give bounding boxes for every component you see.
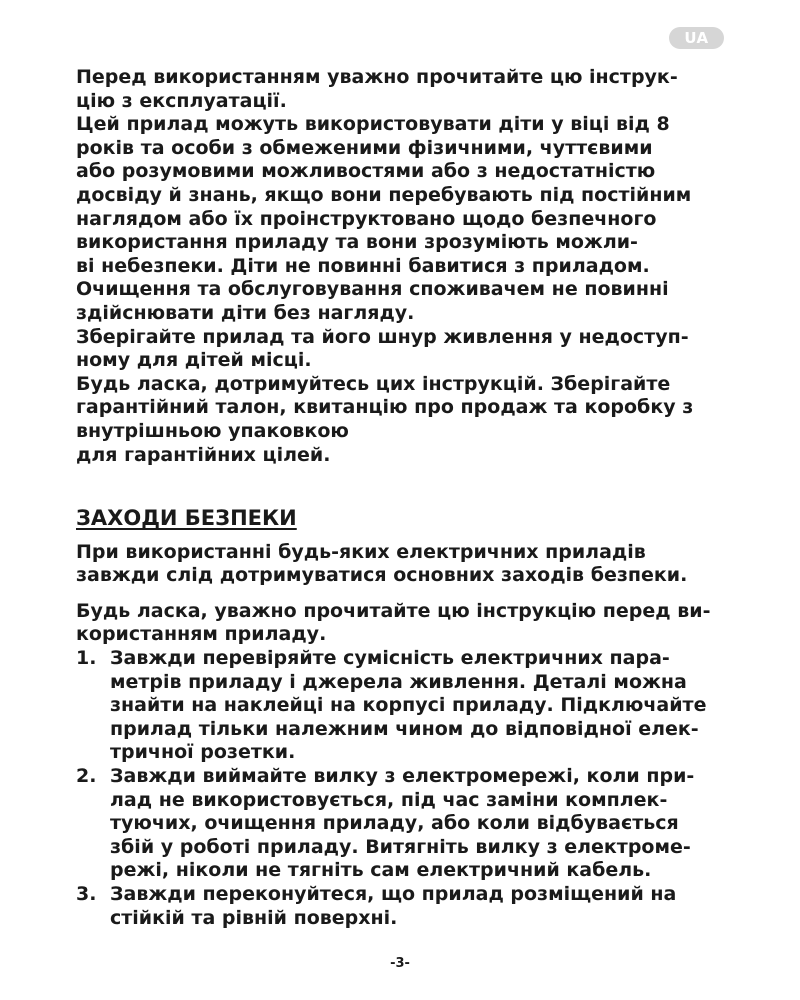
list-item-line: лад не використовується, під час заміни комплек-	[110, 788, 668, 811]
paragraph-line: Будь ласка, уважно прочитайте цю інструкцію перед ви-	[76, 599, 711, 622]
intro-line: здійснювати діти без нагляду.	[76, 301, 415, 324]
read-instructions-paragraph	[76, 600, 736, 647]
list-item-line: туючих, очищення приладу, або коли відбувається	[110, 812, 679, 835]
intro-line: Цей прилад можуть використовувати діти у віці від 8	[76, 113, 670, 136]
list-item	[76, 883, 736, 930]
intro-line: досвіду й знань, якщо вони перебувають під постійним	[76, 183, 692, 206]
intro-line: внутрішньою упаковкою	[76, 419, 349, 442]
intro-paragraph	[76, 66, 736, 467]
list-item-line: тричної розетки.	[110, 741, 296, 764]
list-item-line: Завжди переконуйтеся, що прилад розміщений на	[110, 883, 677, 905]
intro-line: або розумовими можливостями або з недостатністю	[76, 160, 656, 183]
list-item-line: стійкій та рівній поверхні.	[110, 906, 398, 929]
list-item-number: 1.	[76, 647, 97, 670]
language-badge: UA	[669, 27, 724, 49]
intro-line: ному для дітей місці.	[76, 349, 312, 372]
list-item-line: знайти на наклейці на корпусі приладу. Підключайте	[110, 694, 707, 717]
list-item	[76, 765, 736, 883]
safety-rules-list	[76, 647, 736, 930]
list-item-line: Завжди перевіряйте сумісність електричних пара-	[110, 647, 670, 670]
intro-line: цію з експлуатації.	[76, 89, 287, 112]
safety-intro-paragraph	[76, 541, 736, 588]
list-item-line: прилад тільки належним чином до відповідної елек-	[110, 717, 699, 740]
paragraph-line: користанням приладу.	[76, 623, 327, 646]
intro-line: для гарантійних цілей.	[76, 443, 331, 466]
intro-line: років та особи з обмеженими фізичними, чуттєвими	[76, 136, 653, 159]
intro-line: Перед використанням уважно прочитайте цю інструк-	[76, 66, 678, 88]
intro-line: Зберігайте прилад та його шнур живлення у недоступ-	[76, 325, 689, 348]
list-item-number: 2.	[76, 765, 97, 788]
intro-line: наглядом або їх проінструктовано щодо безпечного	[76, 207, 657, 230]
list-item-number: 3.	[76, 883, 97, 905]
list-item-line: Завжди виймайте вилку з електромережі, коли при-	[110, 765, 695, 788]
section-title: ЗАХОДИ БЕЗПЕКИ	[76, 506, 297, 531]
paragraph-line: При використанні будь-яких електричних приладів	[76, 540, 646, 563]
intro-line: ві небезпеки. Діти не повинні бавитися з приладом.	[76, 254, 650, 277]
intro-line: використання приладу та вони зрозуміють можли-	[76, 231, 638, 254]
paragraph-line: завжди слід дотримуватися основних заходів безпеки.	[76, 564, 688, 587]
intro-line: гарантійний талон, квитанцію про продаж та коробку з	[76, 396, 694, 419]
document-body	[76, 66, 736, 930]
intro-line: Очищення та обслуговування споживачем не повинні	[76, 278, 669, 301]
intro-line: Будь ласка, дотримуйтесь цих інструкцій. Зберігайте	[76, 372, 671, 395]
list-item-line: збій у роботі приладу. Витягніть вилку з електроме-	[110, 835, 691, 858]
page-number: -3-	[390, 956, 410, 971]
list-item-line: метрів приладу і джерела живлення. Деталі можна	[110, 670, 687, 693]
list-item-line: режі, ніколи не тягніть сам електричний кабель.	[110, 859, 652, 882]
list-item	[76, 647, 736, 765]
